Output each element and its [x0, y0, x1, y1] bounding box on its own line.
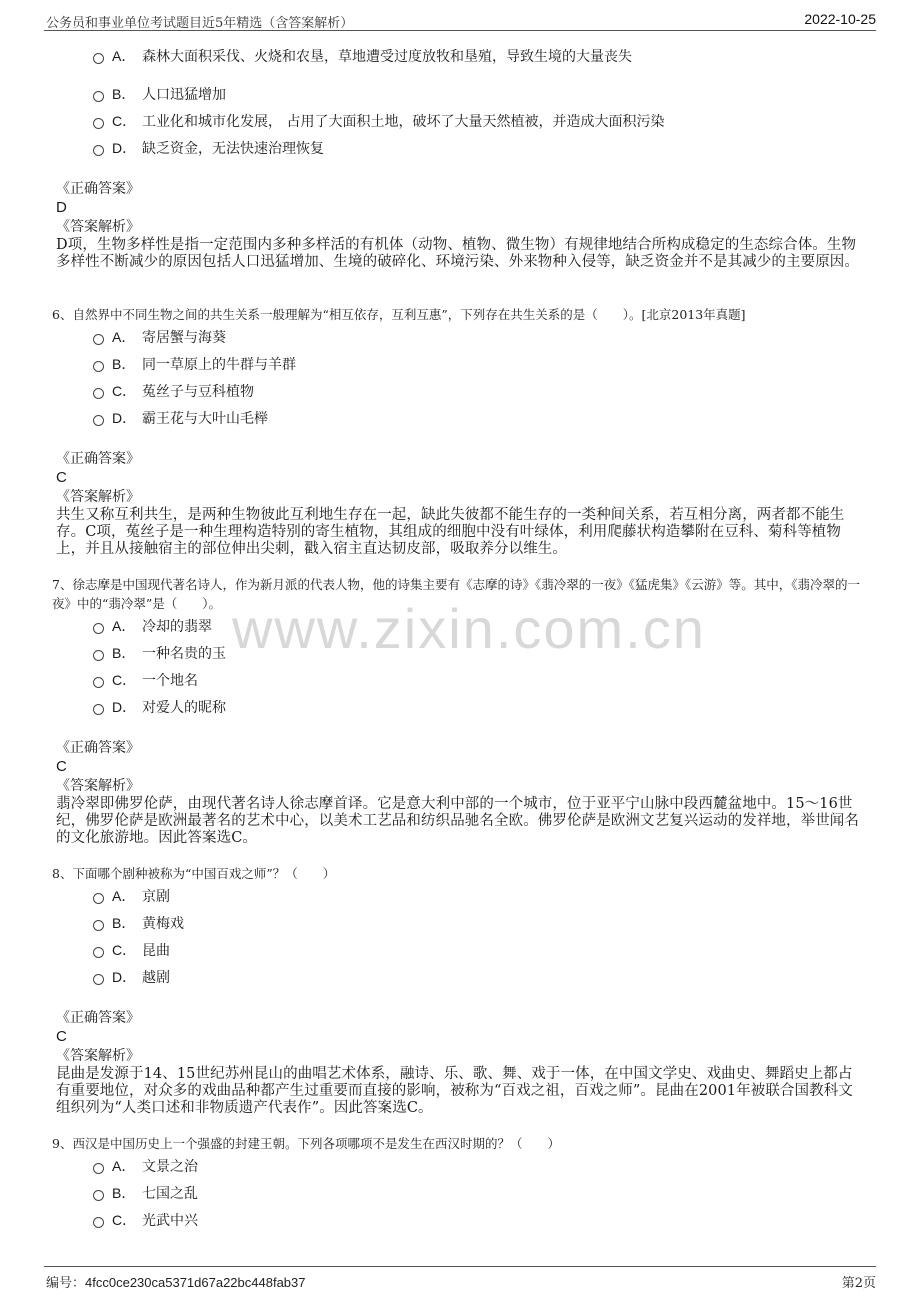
correct-answer-label: 《正确答案》	[56, 740, 140, 756]
option-q9-a[interactable]: A． 文景之治	[93, 1154, 198, 1178]
option-q5-b[interactable]: B． 人口迅猛增加	[93, 82, 226, 106]
correct-answer-label: 《正确答案》	[56, 181, 140, 197]
page-number: 第2页	[841, 1276, 876, 1291]
radio-icon[interactable]	[93, 53, 104, 64]
document-code: 编号：4fcc0ce230ca5371d67a22bc448fab37	[46, 1275, 306, 1291]
option-q5-d[interactable]: D． 缺乏资金，无法快速治理恢复	[93, 136, 324, 160]
page-footer	[0, 1266, 920, 1302]
radio-icon[interactable]	[93, 623, 104, 634]
option-q7-c[interactable]: C． 一个地名	[93, 668, 198, 692]
option-q6-c[interactable]: C． 菟丝子与豆科植物	[93, 379, 254, 403]
footer-divider	[44, 1266, 876, 1267]
page-header	[0, 0, 920, 30]
radio-icon[interactable]	[93, 704, 104, 715]
document-title: 公务员和事业单位考试题目近5年精选（含答案解析）	[46, 16, 354, 31]
radio-icon[interactable]	[93, 947, 104, 958]
radio-icon[interactable]	[93, 1190, 104, 1201]
radio-icon[interactable]	[93, 1163, 104, 1174]
analysis-label: 《答案解析》	[56, 489, 140, 505]
watermark: www.zixin.com.cn	[232, 597, 706, 660]
analysis-label: 《答案解析》	[56, 778, 140, 794]
analysis-q6: 共生又称互利共生，是两种生物彼此互利地生存在一起，缺此失彼都不能生存的一类种间关系，若互相分离，两者都不能生存。C项，菟丝子是一种生理构造特别的寄生植物，其组成的细胞中没有叶绿体，利用爬藤状构造攀附在豆科、菊科等植物上，并且从接触宿主的部位伸出尖刺，戳入宿主直达韧皮部，吸取养分以维生。	[56, 507, 845, 557]
analysis-q8: 昆曲是发源于14、15世纪苏州昆山的曲唱艺术体系，融诗、乐、歌、舞、戏于一体，在中国文学史、戏曲史、舞蹈史上都占有重要地位，对众多的戏曲品种都产生过重要而直接的影响，被称为“百戏之祖，百戏之师”。昆曲在2001年被联合国教科文组织列为“人类口述和非物质遗产代表作”。因此答案选C。	[56, 1066, 853, 1116]
option-q8-a[interactable]: A． 京剧	[93, 884, 170, 908]
option-q8-d[interactable]: D． 越剧	[93, 965, 170, 989]
analysis-label: 《答案解析》	[56, 219, 140, 235]
radio-icon[interactable]	[93, 361, 104, 372]
correct-answer-q8: C	[56, 1028, 67, 1045]
radio-icon[interactable]	[93, 334, 104, 345]
radio-icon[interactable]	[93, 1217, 104, 1228]
option-q9-c[interactable]: C． 光武中兴	[93, 1208, 198, 1232]
analysis-q7: 翡冷翠即佛罗伦萨，由现代著名诗人徐志摩首译。它是意大利中部的一个城市，位于亚平宁山脉中段西麓盆地中。15～16世纪，佛罗伦萨是欧洲最著名的艺术中心，以美术工艺品和纺织品驰名全欧。佛罗伦萨是欧洲文艺复兴运动的发祥地，举世闻名的文化旅游地。因此答案选C。	[56, 796, 859, 846]
radio-icon[interactable]	[93, 650, 104, 661]
analysis-q5: D项，生物多样性是指一定范围内多种多样活的有机体（动物、植物、微生物）有规律地结合所构成稳定的生态综合体。生物多样性不断减少的原因包括人口迅猛增加、生境的破碎化、环境污染、外来物种入侵等，缺乏资金并不是其减少的主要原因。	[56, 237, 859, 270]
question-9: 9、西汉是中国历史上一个强盛的封建王朝。下列各项哪项不是发生在西汉时期的？（ ）	[52, 1136, 560, 1151]
radio-icon[interactable]	[93, 920, 104, 931]
header-divider	[44, 30, 876, 31]
option-q9-b[interactable]: B． 七国之乱	[93, 1181, 198, 1205]
option-q6-b[interactable]: B． 同一草原上的牛群与羊群	[93, 352, 296, 376]
correct-answer-label: 《正确答案》	[56, 1010, 140, 1026]
option-q5-c[interactable]: C． 工业化和城市化发展， 占用了大面积土地，破坏了大量天然植被，并造成大面积污染	[93, 109, 664, 133]
correct-answer-q7: C	[56, 758, 67, 775]
radio-icon[interactable]	[93, 974, 104, 985]
correct-answer-q6: C	[56, 469, 67, 486]
correct-answer-q5: D	[56, 199, 67, 216]
radio-icon[interactable]	[93, 415, 104, 426]
option-q8-c[interactable]: C． 昆曲	[93, 938, 170, 962]
question-8: 8、下面哪个剧种被称为“中国百戏之师”？（ ）	[52, 866, 336, 881]
radio-icon[interactable]	[93, 145, 104, 156]
question-6: 6、自然界中不同生物之间的共生关系一般理解为“相互依存，互利互惠”，下列存在共生关系的是（ ）。[北京2013年真题]	[52, 307, 746, 322]
correct-answer-label: 《正确答案》	[56, 451, 140, 467]
question-7: 7、徐志摩是中国现代著名诗人，作为新月派的代表人物，他的诗集主要有《志摩的诗》《翡冷翠的一夜》《猛虎集》《云游》等。其中，《翡冷翠的一夜》中的“翡冷翠”是（ ）。	[52, 577, 860, 611]
option-q5-a[interactable]: A． 森林大面积采伐、火烧和农垦，草地遭受过度放牧和垦殖，导致生境的大量丧失	[93, 44, 632, 68]
option-q6-a[interactable]: A． 寄居蟹与海葵	[93, 325, 226, 349]
option-q7-d[interactable]: D． 对爱人的昵称	[93, 695, 226, 719]
radio-icon[interactable]	[93, 118, 104, 129]
radio-icon[interactable]	[93, 677, 104, 688]
analysis-label: 《答案解析》	[56, 1048, 140, 1064]
document-date: 2022-10-25	[804, 11, 876, 27]
option-q6-d[interactable]: D． 霸王花与大叶山毛榉	[93, 406, 268, 430]
option-q7-b[interactable]: B． 一种名贵的玉	[93, 641, 226, 665]
option-q7-a[interactable]: A． 冷却的翡翠	[93, 614, 212, 638]
radio-icon[interactable]	[93, 893, 104, 904]
option-q8-b[interactable]: B． 黄梅戏	[93, 911, 184, 935]
radio-icon[interactable]	[93, 388, 104, 399]
radio-icon[interactable]	[93, 91, 104, 102]
